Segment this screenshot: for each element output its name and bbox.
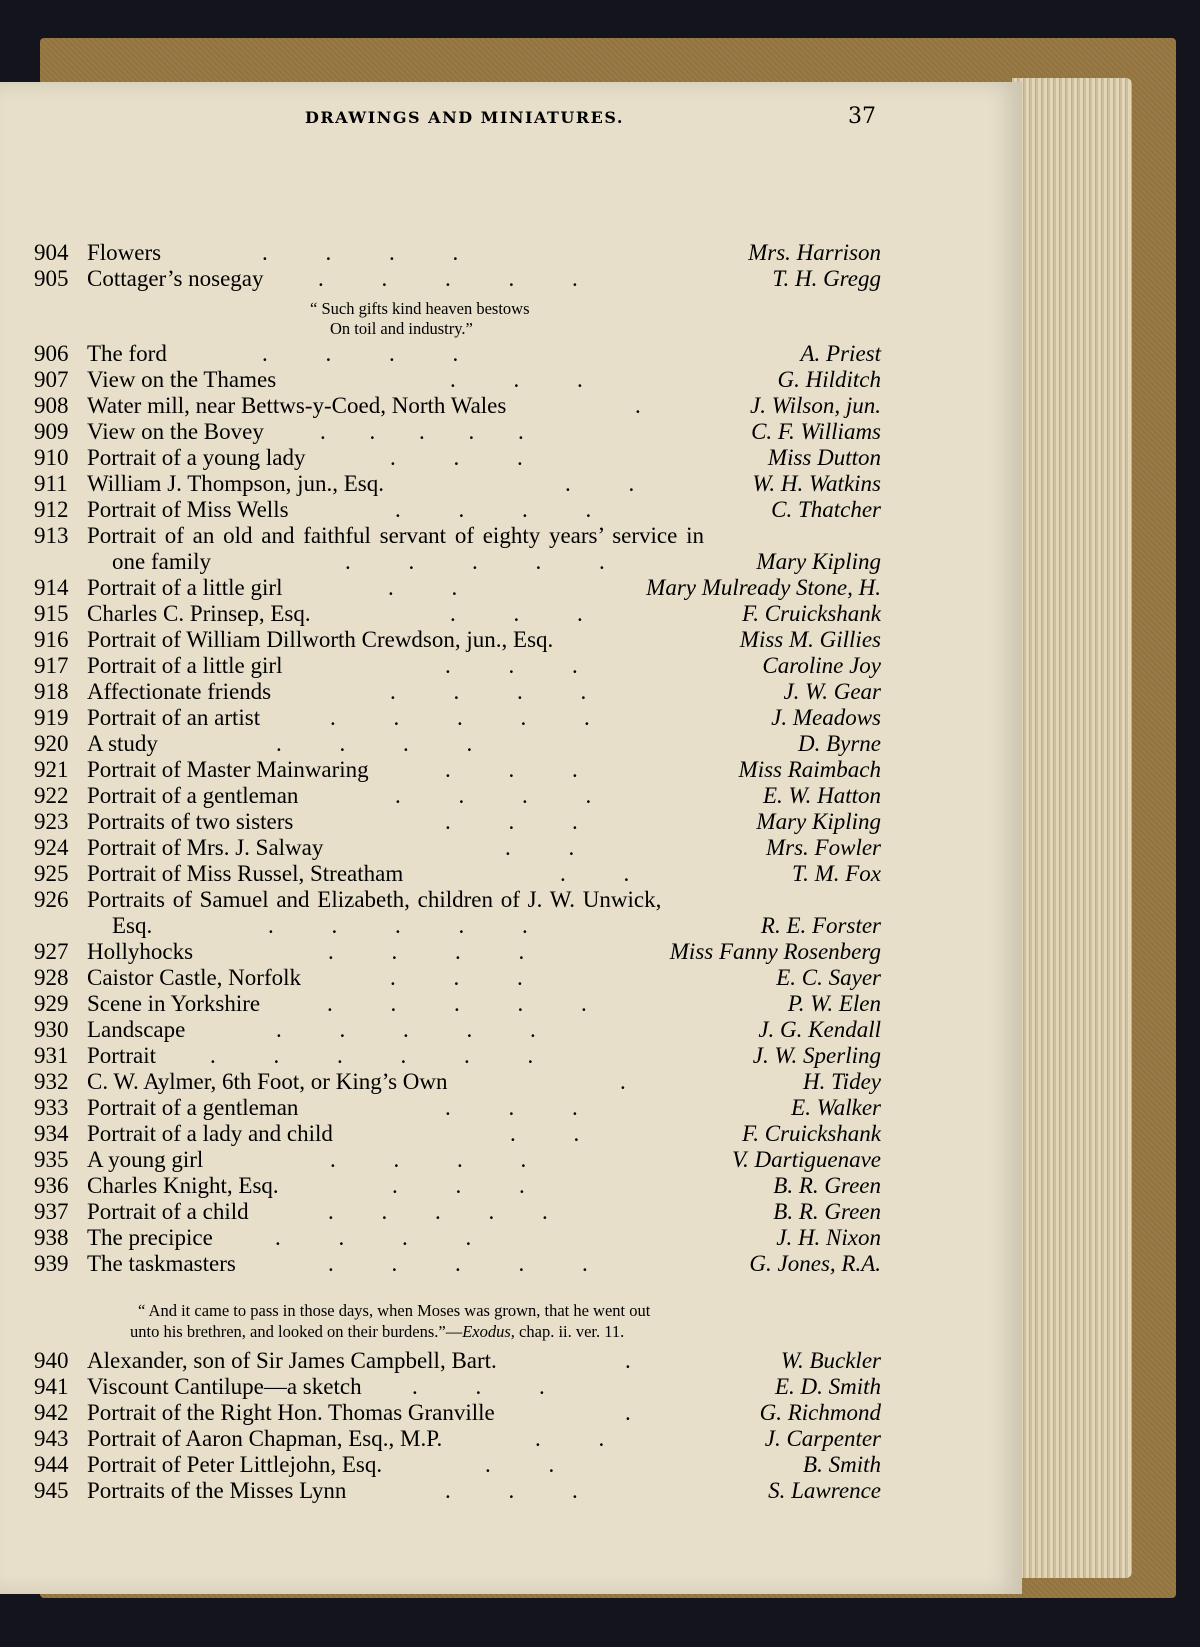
entry-title: Portrait of William Dillworth Crewdson, jun., Esq. [87, 627, 554, 652]
entry-number: 925 [34, 861, 69, 886]
leader-dots: . . . [392, 1173, 531, 1198]
entry-title: C. W. Aylmer, 6th Foot, or King’s Own [87, 1069, 448, 1094]
entry-title: Portrait of Master Mainwaring [87, 757, 369, 782]
entry-number: 908 [34, 393, 69, 418]
quote-line: “ Such gifts kind heaven bestows [310, 299, 530, 318]
entry-number: 923 [34, 809, 69, 834]
leader-dots: . . [388, 575, 464, 600]
running-title: DRAWINGS AND MINIATURES. [305, 108, 624, 127]
leader-dots: . . . [445, 757, 584, 782]
entry-title: Portrait of a lady and child [87, 1121, 333, 1146]
leader-dots: . . . [390, 965, 529, 990]
entry-number: 904 [34, 240, 69, 265]
entry-title: The taskmasters [87, 1251, 236, 1276]
leader-dots: . . [485, 1452, 561, 1477]
entry-title: Viscount Cantilupe—a sketch [87, 1374, 362, 1399]
entry-title: Hollyhocks [87, 939, 194, 964]
entry-row [0, 240, 1022, 266]
entry-artist: F. Cruickshank [742, 601, 881, 626]
entry-row [0, 1173, 1022, 1199]
entry-row [0, 653, 1022, 679]
entry-row [0, 419, 1022, 445]
leader-dots: . . . . [395, 783, 598, 808]
entry-title: A study [87, 731, 158, 756]
entry-row [0, 1199, 1022, 1225]
entry-artist: E. C. Sayer [776, 965, 881, 990]
entry-row [0, 1251, 1022, 1277]
entry-title: Portraits of two sisters [87, 809, 294, 834]
entry-row [0, 266, 1022, 292]
leader-dots: . . . [445, 653, 584, 678]
entry-title: The precipice [87, 1225, 213, 1250]
entry-row [0, 913, 1022, 939]
entry-row [0, 627, 1022, 653]
entry-artist: Mary Kipling [756, 809, 881, 834]
entry-title: View on the Bovey [87, 419, 264, 444]
entry-row [0, 1348, 1022, 1374]
leader-dots: . . . . [262, 240, 465, 265]
entry-row [0, 1225, 1022, 1251]
entry-title: Landscape [87, 1017, 186, 1042]
entry-number: 921 [34, 757, 69, 782]
entry-title: Portrait of Aaron Chapman, Esq., M.P. [87, 1426, 443, 1451]
entry-number: 930 [34, 1017, 69, 1042]
leader-dots: . . [560, 861, 636, 886]
entry-row [0, 991, 1022, 1017]
entry-title: Portraits of Samuel and Elizabeth, children of J. W. Unwick, [87, 887, 662, 912]
entry-title: Portrait [87, 1043, 156, 1068]
entry-row [0, 965, 1022, 991]
entry-row [0, 809, 1022, 835]
entry-row [0, 367, 1022, 393]
entry-number: 944 [34, 1452, 69, 1477]
entry-number: 926 [34, 887, 69, 912]
entry-number: 924 [34, 835, 69, 860]
entry-row [0, 757, 1022, 783]
entry-row [0, 731, 1022, 757]
entry-artist: W. H. Watkins [752, 471, 881, 496]
entry-number: 939 [34, 1251, 69, 1276]
entry-artist: Caroline Joy [762, 653, 881, 678]
entry-title: Charles Knight, Esq. [87, 1173, 279, 1198]
entry-number: 907 [34, 367, 69, 392]
entry-number: 909 [34, 419, 69, 444]
entry-row [0, 783, 1022, 809]
entry-row [0, 575, 1022, 601]
entry-artist: A. Priest [800, 341, 881, 366]
leader-dots: . . . [445, 809, 584, 834]
entry-number: 913 [34, 523, 69, 548]
entry-number: 916 [34, 627, 69, 652]
leader-dots: . . . . . [318, 266, 584, 291]
leader-dots: . . [565, 471, 641, 496]
leader-dots: . . . . [262, 341, 465, 366]
entry-title: Portrait of Mrs. J. Salway [87, 835, 324, 860]
entry-number: 945 [34, 1478, 69, 1503]
entry-artist: H. Tidey [803, 1069, 881, 1094]
leader-dots: . . . . . [345, 549, 611, 574]
entry-artist: B. R. Green [773, 1173, 881, 1198]
entry-number: 922 [34, 783, 69, 808]
entry-title: The ford [87, 341, 167, 366]
entry-row [0, 1095, 1022, 1121]
leader-dots: . . . . [328, 939, 531, 964]
entry-number: 920 [34, 731, 69, 756]
entry-artist: Miss Fanny Rosenberg [669, 939, 881, 964]
page-number: 37 [848, 104, 876, 129]
leader-dots: . . [505, 835, 581, 860]
entry-row [0, 393, 1022, 419]
entry-row [0, 497, 1022, 523]
entry-row [0, 679, 1022, 705]
entry-artist: E. W. Hatton [763, 783, 881, 808]
entry-number: 927 [34, 939, 69, 964]
entry-artist: J. W. Sperling [752, 1043, 881, 1068]
entry-number: 929 [34, 991, 69, 1016]
entry-artist: Mrs. Fowler [766, 835, 881, 860]
leader-dots: . . . . . [276, 1017, 542, 1042]
entry-row [0, 1426, 1022, 1452]
entry-title: Portrait of a young lady [87, 445, 306, 470]
entry-number: 936 [34, 1173, 69, 1198]
entry-artist: T. M. Fox [791, 861, 881, 886]
entry-artist: G. Hilditch [777, 367, 881, 392]
entry-row [0, 1400, 1022, 1426]
entry-title: Portrait of Miss Wells [87, 497, 289, 522]
entry-row [0, 861, 1022, 887]
entry-artist: Miss M. Gillies [739, 627, 881, 652]
entry-artist: G. Richmond [759, 1400, 881, 1425]
entry-row [0, 1017, 1022, 1043]
entry-title: Charles C. Prinsep, Esq. [87, 601, 311, 626]
leader-dots: . . . . [395, 497, 598, 522]
entry-title: Portrait of a little girl [87, 575, 283, 600]
entry-artist: F. Cruickshank [742, 1121, 881, 1146]
entry-title: Affectionate friends [87, 679, 272, 704]
leader-dots: . [620, 1069, 632, 1094]
entry-title: A young girl [87, 1147, 204, 1172]
entry-title: Alexander, son of Sir James Campbell, Bart. [87, 1348, 497, 1373]
entry-row [0, 601, 1022, 627]
entry-title: Water mill, near Bettws-y-Coed, North Wales [87, 393, 507, 418]
leader-dots: . . . . . . [210, 1043, 540, 1068]
entry-number: 942 [34, 1400, 69, 1425]
entry-title: Portrait of a gentleman [87, 783, 299, 808]
quote-text: unto his brethren, and looked on their burdens.”— [130, 1322, 463, 1341]
leader-dots: . . . [450, 601, 589, 626]
entry-artist: T. H. Gregg [772, 266, 881, 291]
entry-title: Portrait of a gentleman [87, 1095, 299, 1120]
entry-number: 915 [34, 601, 69, 626]
entry-number: 931 [34, 1043, 69, 1068]
entry-number: 938 [34, 1225, 69, 1250]
entry-artist: Mary Mulready Stone, H. [646, 575, 881, 600]
entry-row [0, 523, 1022, 549]
entry-row [0, 1478, 1022, 1504]
entry-row [0, 1147, 1022, 1173]
entry-number: 935 [34, 1147, 69, 1172]
entry-artist: Miss Dutton [767, 445, 881, 470]
entry-title: Portrait of an artist [87, 705, 261, 730]
leader-dots: . [625, 1400, 637, 1425]
page-header [0, 104, 1022, 138]
entry-number: 918 [34, 679, 69, 704]
leader-dots: . . . [445, 1095, 584, 1120]
leader-dots: . . . [445, 1478, 584, 1503]
entry-title: Portrait of Peter Littlejohn, Esq. [87, 1452, 383, 1477]
entry-row [0, 471, 1022, 497]
entry-title: Portrait of a little girl [87, 653, 283, 678]
leader-dots: . . . [450, 367, 589, 392]
entry-title: Portrait of Miss Russel, Streatham [87, 861, 404, 886]
entry-number: 905 [34, 266, 69, 291]
quote-reference: chap. ii. ver. 11. [514, 1322, 625, 1341]
entry-number: 906 [34, 341, 69, 366]
entry-artist: Mary Kipling [756, 549, 881, 574]
entry-row [0, 835, 1022, 861]
leader-dots: . . . . . [328, 1199, 554, 1224]
leader-dots: . [635, 393, 647, 418]
entry-number: 943 [34, 1426, 69, 1451]
leader-dots: . . . . [276, 731, 479, 756]
entry-number: 914 [34, 575, 69, 600]
entry-number: 937 [34, 1199, 69, 1224]
entry-title: one family [112, 549, 211, 574]
quote-line: On toil and industry.” [330, 319, 473, 338]
leader-dots: . . . . . [328, 1251, 594, 1276]
entry-artist: E. D. Smith [774, 1374, 881, 1399]
entry-artist: D. Byrne [797, 731, 881, 756]
entry-artist: J. H. Nixon [776, 1225, 881, 1250]
leader-dots: . . . [390, 445, 529, 470]
entry-artist: J. G. Kendall [758, 1017, 881, 1042]
entry-title: Portrait of an old and faithful servant of eighty years’ service in [87, 523, 704, 548]
leader-dots: . [625, 1348, 637, 1373]
leader-dots: . . . . . [327, 991, 593, 1016]
entry-title: Portrait of the Right Hon. Thomas Granville [87, 1400, 495, 1425]
entry-artist: J. Carpenter [764, 1426, 881, 1451]
entry-artist: J. Wilson, jun. [750, 393, 881, 418]
entry-artist: P. W. Elen [787, 991, 881, 1016]
entry-title: William J. Thompson, jun., Esq. [87, 471, 385, 496]
entry-artist: Miss Raimbach [738, 757, 881, 782]
leader-dots: . . [510, 1121, 586, 1146]
entry-number: 928 [34, 965, 69, 990]
entry-title: Flowers [87, 240, 162, 265]
leader-dots: . . . [412, 1374, 551, 1399]
entry-row [0, 939, 1022, 965]
entry-title: Caistor Castle, Norfolk [87, 965, 301, 990]
entry-artist: W. Buckler [780, 1348, 881, 1373]
quote-source: Exodus, [462, 1322, 515, 1341]
entry-number: 932 [34, 1069, 69, 1094]
quote-line [130, 1321, 624, 1342]
entry-row [0, 1121, 1022, 1147]
leader-dots: . . [535, 1426, 611, 1451]
entry-artist: C. Thatcher [771, 497, 881, 522]
entry-title: Scene in Yorkshire [87, 991, 261, 1016]
entry-number: 934 [34, 1121, 69, 1146]
entry-title: View on the Thames [87, 367, 277, 392]
leader-dots: . . . . [275, 1225, 478, 1250]
entry-artist: Mrs. Harrison [748, 240, 881, 265]
entry-number: 910 [34, 445, 69, 470]
entry-row [0, 549, 1022, 575]
leader-dots: . . . . . [268, 913, 534, 938]
entry-artist: B. R. Green [773, 1199, 881, 1224]
entry-row [0, 1374, 1022, 1400]
entry-number: 933 [34, 1095, 69, 1120]
entry-row [0, 1452, 1022, 1478]
quote-line: “ And it came to pass in those days, when Moses was grown, that he went out [138, 1301, 651, 1320]
entry-row [0, 445, 1022, 471]
entry-title: Portraits of the Misses Lynn [87, 1478, 347, 1503]
entry-artist: J. Meadows [771, 705, 881, 730]
entry-artist: C. F. Williams [751, 419, 881, 444]
entry-row [0, 1069, 1022, 1095]
leader-dots: . . . . [330, 1147, 533, 1172]
entry-artist: B. Smith [803, 1452, 881, 1477]
entry-row [0, 705, 1022, 731]
entry-number: 917 [34, 653, 69, 678]
entry-title: Cottager’s nosegay [87, 266, 264, 291]
entry-number: 940 [34, 1348, 69, 1373]
entry-artist: V. Dartiguenave [731, 1147, 881, 1172]
entry-number: 919 [34, 705, 69, 730]
entry-row [0, 1043, 1022, 1069]
leader-dots: . . . . . [320, 419, 530, 444]
page-edges [1012, 78, 1132, 1578]
leader-dots: . . . . [390, 679, 593, 704]
entry-number: 912 [34, 497, 69, 522]
entry-artist: G. Jones, R.A. [749, 1251, 881, 1276]
entry-artist: J. W. Gear [783, 679, 881, 704]
entry-row [0, 341, 1022, 367]
entry-title: Portrait of a child [87, 1199, 249, 1224]
entry-number: 941 [34, 1374, 69, 1399]
entry-artist: E. Walker [791, 1095, 881, 1120]
entry-number: 911 [34, 471, 68, 496]
entry-artist: S. Lawrence [768, 1478, 881, 1503]
entry-title: Esq. [112, 913, 153, 938]
entry-artist: R. E. Forster [760, 913, 881, 938]
entry-row [0, 887, 1022, 913]
leader-dots: . . . . . [330, 705, 596, 730]
